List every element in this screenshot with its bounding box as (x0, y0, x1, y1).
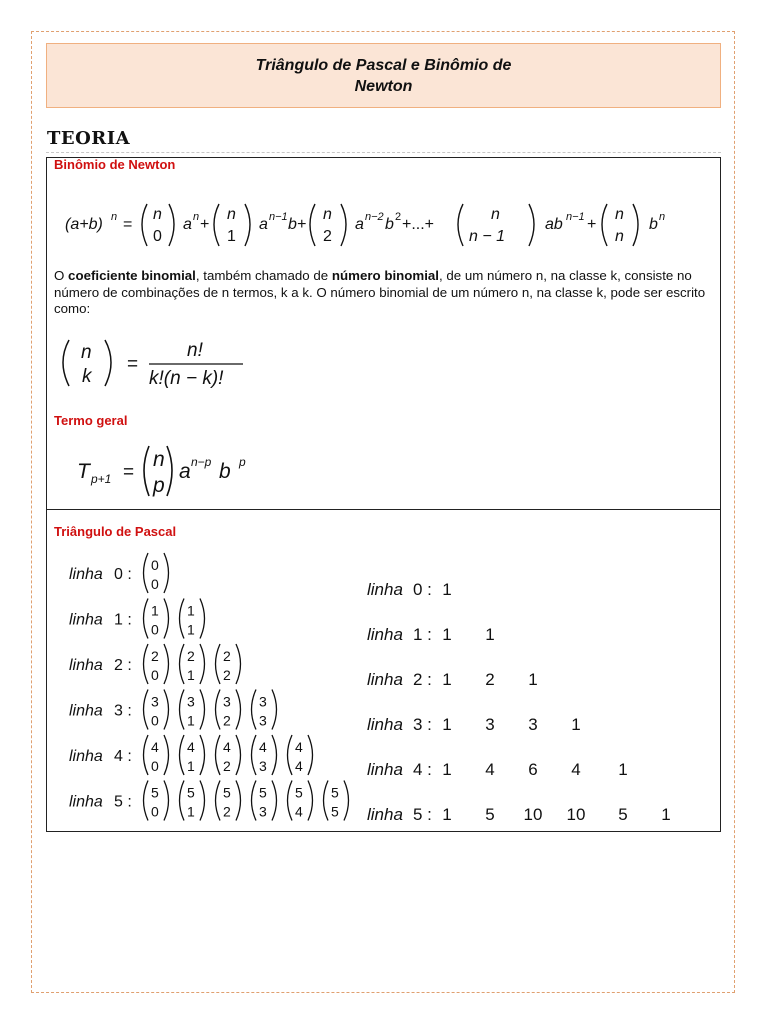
equals-sign: = (123, 216, 133, 233)
linha-label: linha (69, 748, 103, 765)
pascal-numeric-row (367, 625, 495, 644)
linha-label: linha (367, 805, 403, 824)
pascal-value: 1 (442, 805, 452, 824)
para-bold-2: número binomial (331, 268, 439, 283)
term2-top: n (227, 206, 236, 223)
pascal-value: 1 (661, 805, 671, 824)
linha-number: 0 : (114, 566, 132, 583)
binom-bottom: 0 (151, 667, 159, 683)
title-box (46, 43, 721, 108)
paren-left (216, 690, 221, 730)
tg-top: n (153, 448, 165, 471)
coef-equals: = (127, 354, 139, 375)
paren-right (164, 553, 169, 593)
linha-number: 5 : (413, 805, 432, 824)
linha-label: linha (367, 760, 403, 779)
term3-bottom: 2 (323, 228, 332, 245)
term3-a: a (355, 216, 364, 233)
tg-a: a (179, 460, 191, 483)
linha-number: 2 : (413, 670, 432, 689)
binom-bottom: 1 (187, 758, 195, 774)
pascal-value: 5 (485, 805, 495, 824)
pascal-binomial-row (69, 690, 277, 730)
binom-top: 4 (295, 739, 303, 755)
term4-bottom: n − 1 (469, 228, 506, 245)
binom-top: 4 (187, 739, 195, 755)
paren-right (164, 781, 169, 821)
binom-top: 3 (151, 693, 159, 710)
paren-left (458, 204, 463, 246)
binom-bottom: 1 (187, 803, 195, 820)
tg-b: b (219, 460, 231, 483)
paren-left (180, 690, 185, 730)
para-text-3: , de um número n, na classe k, consiste no número de combinações de n termos, k a k. O número binomial de um número n, na classe k, pode ser escrito como: (54, 268, 706, 316)
pascal-value: 10 (566, 805, 586, 824)
pascal-binomial-row (69, 599, 205, 639)
tg-a-exp: n−p (191, 455, 212, 469)
term4-ab: ab (545, 216, 563, 233)
coef-denominator: k!(n − k)! (149, 368, 224, 389)
binom-bottom: 4 (295, 758, 303, 774)
newton-formula (59, 196, 719, 252)
coef-numerator: n! (187, 340, 203, 361)
pascal-value: 6 (528, 760, 538, 779)
term1-a: a (183, 216, 192, 233)
binom-top: 2 (151, 648, 159, 664)
coefficient-formula (55, 334, 315, 394)
linha-number: 1 : (114, 611, 132, 629)
paren-right (308, 781, 313, 821)
binom-top: 3 (187, 693, 195, 710)
binom-top: 5 (331, 784, 339, 801)
binom-top: 3 (223, 693, 231, 710)
ellipsis: +...+ (402, 216, 435, 233)
lhs-exp: n (111, 211, 118, 223)
pascal-value: 1 (442, 715, 452, 734)
binom-top: 1 (151, 602, 159, 619)
term4-top: n (491, 206, 500, 223)
paren-right (236, 690, 241, 730)
T-subscript: p+1 (91, 472, 112, 486)
binom-bottom: 3 (259, 712, 267, 729)
paren-left (144, 446, 149, 496)
term1-top: n (153, 206, 162, 223)
term3-b: b (385, 216, 394, 233)
paren-right (245, 204, 250, 246)
paren-left (144, 735, 149, 775)
binomio-box (46, 157, 721, 510)
binom-top: 5 (223, 784, 231, 801)
paren-left (144, 781, 149, 821)
paren-right (164, 644, 169, 684)
paren-left (252, 690, 257, 730)
linha-label: linha (367, 670, 403, 689)
paren-left (144, 553, 149, 593)
linha-number: 1 : (413, 625, 432, 644)
para-text-2: , também chamado de (195, 268, 332, 283)
pascal-heading: Triângulo de Pascal (54, 524, 177, 539)
binom-top: 5 (151, 784, 159, 801)
pascal-binomial-row (69, 644, 241, 684)
term3-exp: n−2 (365, 211, 384, 223)
linha-number: 4 : (413, 760, 432, 779)
pascal-value: 1 (528, 670, 538, 689)
pascal-value: 1 (442, 760, 452, 779)
paren-left (63, 340, 69, 386)
paren-right (169, 204, 174, 246)
binom-bottom: 0 (151, 803, 159, 820)
pascal-binomial-row (69, 781, 349, 821)
paren-left (252, 735, 257, 775)
pascal-value: 1 (571, 715, 581, 734)
paren-right (167, 446, 172, 496)
binom-top: 5 (295, 784, 303, 801)
term5-b: b (649, 216, 658, 233)
binom-bottom: 2 (223, 803, 231, 820)
pascal-numeric-row (367, 715, 581, 734)
paren-right (308, 735, 313, 775)
paren-right (236, 735, 241, 775)
linha-number: 0 : (413, 580, 432, 599)
pascal-value: 1 (485, 625, 495, 644)
binom-bottom: 5 (331, 803, 339, 820)
paren-left (216, 781, 221, 821)
pascal-box (46, 509, 721, 832)
paren-right (272, 690, 277, 730)
tg-b-exp: p (239, 455, 246, 469)
pascal-numeric-row (367, 580, 452, 599)
binom-bottom: 2 (223, 667, 231, 683)
binom-top: 5 (259, 784, 267, 801)
binom-top: 2 (187, 648, 195, 664)
binom-bottom: 0 (151, 712, 159, 729)
linha-label: linha (367, 715, 403, 734)
paren-right (200, 599, 205, 639)
heading-rule (46, 152, 721, 153)
binom-bottom: 0 (151, 576, 159, 592)
pascal-value: 3 (485, 715, 495, 734)
term3-b-exp: 2 (395, 211, 402, 223)
binom-top: 4 (259, 739, 267, 755)
linha-number: 3 : (413, 715, 432, 734)
binom-top: 3 (259, 693, 267, 710)
binom-bottom: 1 (187, 667, 195, 683)
pascal-binomial-rows (47, 546, 357, 831)
binom-bottom: 3 (259, 803, 267, 820)
pascal-numeric-row (367, 760, 628, 779)
pascal-binomial-row (69, 735, 313, 775)
paren-right (272, 781, 277, 821)
paren-right (236, 644, 241, 684)
binom-bottom: 1 (187, 712, 195, 729)
plus-sign: + (200, 216, 210, 233)
binom-bottom: 1 (187, 621, 195, 638)
equals-sign: = (123, 462, 135, 483)
tg-bottom: p (153, 474, 165, 497)
pascal-value: 1 (442, 625, 452, 644)
binom-bottom: 4 (295, 803, 303, 820)
binom-bottom: 2 (223, 758, 231, 774)
paren-right (341, 204, 346, 246)
linha-number: 3 : (114, 702, 132, 720)
linha-number: 4 : (114, 748, 132, 765)
pascal-value: 1 (618, 760, 628, 779)
paren-left (324, 781, 329, 821)
coefficient-paragraph (54, 268, 714, 318)
paren-right (633, 204, 638, 246)
paren-right (200, 781, 205, 821)
binom-bottom: 0 (151, 758, 159, 774)
paren-right (105, 340, 111, 386)
paren-left (288, 781, 293, 821)
binom-bottom: 3 (259, 758, 267, 774)
paren-left (144, 690, 149, 730)
binom-bottom: 2 (223, 712, 231, 729)
pascal-value: 2 (485, 670, 495, 689)
title-line-1: Triângulo de Pascal e Binômio de (255, 56, 512, 74)
paren-left (180, 644, 185, 684)
pascal-value: 1 (442, 580, 452, 599)
paren-left (214, 204, 219, 246)
term5-bottom: n (615, 228, 624, 245)
plus-sign: + (587, 216, 597, 233)
paren-right (200, 735, 205, 775)
paren-right (164, 735, 169, 775)
linha-label: linha (367, 580, 403, 599)
coef-bottom: k (82, 366, 92, 387)
paren-right (236, 781, 241, 821)
paren-left (144, 599, 149, 639)
paren-left (602, 204, 607, 246)
termo-geral-formula (67, 442, 327, 502)
pascal-numeric-row (367, 805, 671, 824)
binom-top: 1 (187, 602, 195, 619)
pascal-numeric-rows (361, 546, 716, 831)
paren-right (200, 644, 205, 684)
paren-left (180, 599, 185, 639)
linha-label: linha (69, 793, 103, 811)
lhs: (a+b) (65, 216, 103, 233)
term5-top: n (615, 206, 624, 223)
para-bold-1: coeficiente binomial (68, 268, 196, 283)
paren-left (288, 735, 293, 775)
linha-number: 2 : (114, 657, 132, 674)
paren-right (200, 690, 205, 730)
para-text-1: O (54, 268, 69, 283)
binom-top: 5 (187, 784, 195, 801)
linha-number: 5 : (114, 793, 132, 811)
pascal-value: 3 (528, 715, 538, 734)
paren-right (344, 781, 349, 821)
paren-right (272, 735, 277, 775)
paren-left (216, 735, 221, 775)
paren-left (310, 204, 315, 246)
binom-top: 4 (223, 739, 231, 755)
term4-exp: n−1 (566, 211, 585, 223)
pascal-value: 4 (485, 760, 495, 779)
pascal-value: 5 (618, 805, 628, 824)
linha-label: linha (69, 611, 103, 629)
pascal-numeric-row (367, 670, 538, 689)
term1-exp: n (193, 211, 200, 223)
pascal-value: 10 (523, 805, 543, 824)
paren-left (180, 781, 185, 821)
paren-left (180, 735, 185, 775)
term2-b: b+ (288, 216, 307, 233)
term2-bottom: 1 (227, 228, 236, 245)
termo-geral-heading: Termo geral (54, 413, 128, 428)
paren-right (164, 599, 169, 639)
linha-label: linha (69, 566, 103, 583)
binom-top: 0 (151, 557, 159, 573)
term2-a: a (259, 216, 268, 233)
linha-label: linha (69, 657, 103, 674)
binom-top: 4 (151, 739, 159, 755)
T-letter: T (77, 460, 90, 483)
term3-top: n (323, 206, 332, 223)
term1-bottom: 0 (153, 228, 162, 245)
binomio-heading: Binômio de Newton (54, 157, 176, 172)
pascal-value: 4 (571, 760, 581, 779)
paren-left (216, 644, 221, 684)
paren-left (144, 644, 149, 684)
paren-left (142, 204, 147, 246)
paren-right (164, 690, 169, 730)
pascal-binomial-row (69, 553, 169, 593)
theory-heading: TEORIA (47, 128, 131, 149)
linha-label: linha (69, 702, 103, 720)
term5-exp: n (659, 211, 666, 223)
paren-right (529, 204, 534, 246)
coef-top: n (81, 342, 92, 363)
title-line-2: Newton (354, 77, 413, 95)
binom-top: 2 (223, 648, 231, 664)
term2-exp: n−1 (269, 211, 288, 223)
binom-bottom: 0 (151, 621, 159, 638)
paren-left (252, 781, 257, 821)
linha-label: linha (367, 625, 403, 644)
pascal-value: 1 (442, 670, 452, 689)
